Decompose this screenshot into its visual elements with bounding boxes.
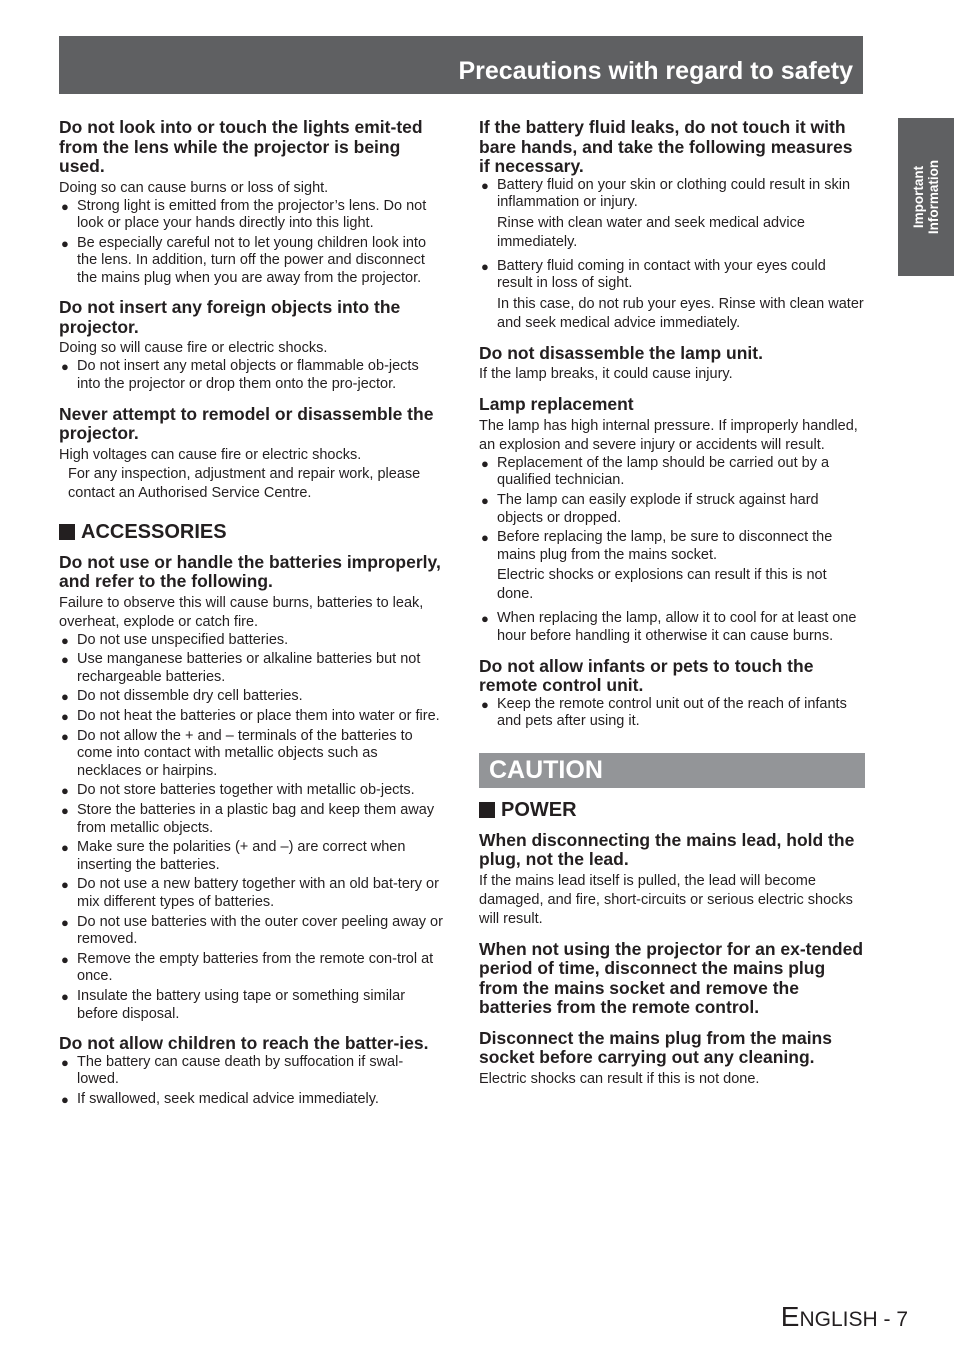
bullet-item: ● Do not allow the + and – terminals of the batteries to come into contact with metallic objects such as necklaces or hairpins. (59, 728, 443, 781)
bullet-text: Battery fluid coming in contact with your eyes could result in loss of sight. (497, 257, 826, 292)
section-heading: Do not allow children to reach the batter-ies. (59, 1033, 429, 1054)
section-intro: Doing so will cause fire or electric shocks. (59, 340, 328, 357)
section-intro: Failure to observe this will cause burns, batteries to leak, overheat, explode or catch fire. (59, 594, 424, 630)
section-children-batteries (59, 1034, 443, 1108)
section-intro: The lamp has high internal pressure. If improperly handled, an explosion and severe injury or accidents will result. (479, 417, 858, 453)
bullet-item: ● Do not store batteries together with metallic ob-jects. (59, 782, 443, 800)
bullet-item: ● Do not use unspecified batteries. (59, 632, 443, 650)
bullet-subtext: Electric shocks or explosions can result if this is not done. (497, 567, 827, 603)
bullet-text: When replacing the lamp, allow it to cool for at least one hour before handling it otherwise it can cause burns. (497, 610, 857, 645)
bullet-item (479, 610, 865, 645)
section-heading: If the battery fluid leaks, do not touch it with bare hands, and take the following measures if necessary. (479, 117, 853, 176)
bullet-item: ● Keep the remote control unit out of the reach of infants and pets after using it. (479, 696, 865, 731)
bullet-subtext: In this case, do not rub your eyes. Rinse with clean water and seek medical advice immediately. (497, 295, 864, 331)
section-lamp-replacement (479, 395, 865, 645)
bullet-item: ● Use manganese batteries or alkaline batteries but not rechargeable batteries. (59, 651, 443, 686)
section-intro: If the mains lead itself is pulled, the lead will become damaged, and fire, short-circuits or serious electric shocks will result. (479, 872, 853, 927)
side-tab-line-1: Important (911, 165, 926, 229)
section-lens-light (59, 118, 443, 287)
bullet-list (479, 177, 865, 333)
bullet-list (479, 455, 865, 646)
section-side-tab (898, 118, 954, 276)
bullet-item: ● Do not heat the batteries or place them into water or fire. (59, 708, 443, 726)
bullet-item (479, 529, 865, 604)
bullet-item (479, 258, 865, 333)
bullet-item: ● Make sure the polarities (+ and –) are correct when inserting the batteries. (59, 839, 443, 874)
section-mains-lead (479, 831, 865, 929)
section-intro: Doing so can cause burns or loss of sight. (59, 179, 329, 196)
bullet-item (479, 177, 865, 252)
category-power (479, 798, 865, 822)
bullet-item: ● Strong light is emitted from the projector’s lens. Do not look or place your hands directly into this light. (59, 198, 443, 233)
square-bullet-icon (59, 524, 75, 540)
bullet-list (59, 1054, 443, 1109)
side-tab-label (911, 122, 941, 272)
section-cleaning (479, 1029, 865, 1089)
section-foreign-objects (59, 298, 443, 393)
bullet-text: Replacement of the lamp should be carried out by a qualified technician. (497, 454, 830, 489)
bullet-item (479, 492, 865, 527)
section-intro: Electric shocks can result if this is not done. (479, 1070, 760, 1087)
bullet-list (59, 632, 443, 1023)
bullet-text: The lamp can easily explode if struck against hard objects or dropped. (497, 492, 819, 526)
bullet-item: ● Do not dissemble dry cell batteries. (59, 688, 443, 706)
section-heading: When not using the projector for an ex-tended period of time, disconnect the mains plug from the mains socket and remove the batteries from the remote control. (479, 938, 864, 1018)
right-column (479, 118, 865, 1089)
bullet-item (479, 455, 865, 490)
bullet-text: Battery fluid on your skin or clothing could result in skin inflammation or injury. (497, 176, 851, 211)
bullet-item: ● If swallowed, seek medical advice immediately. (59, 1091, 443, 1109)
section-heading: Never attempt to remodel or disassemble the projector. (59, 403, 434, 444)
bullet-item: ● Do not use a new battery together with an old bat-tery or mix different types of batteries. (59, 876, 443, 911)
category-label: ACCESSORIES (81, 520, 227, 543)
section-intro: If the lamp breaks, it could cause injury. (479, 366, 733, 383)
bullet-item: ● Do not use batteries with the outer cover peeling away or removed. (59, 914, 443, 949)
section-heading: Do not disassemble the lamp unit. (479, 342, 763, 363)
bullet-item: ● Store the batteries in a plastic bag and keep them away from metallic objects. (59, 802, 443, 837)
section-heading: Do not look into or touch the lights emit-ted from the lens while the projector is being used. (59, 117, 423, 176)
square-bullet-icon (479, 802, 495, 818)
category-accessories (59, 520, 443, 544)
section-heading: Do not allow infants or pets to touch the remote control unit. (479, 655, 814, 696)
bullet-item: ● Do not insert any metal objects or flammable ob-jects into the projector or drop them onto the pro-jector. (59, 358, 443, 393)
header-bar (59, 36, 863, 94)
bullet-list (59, 358, 443, 393)
page-title: Precautions with regard to safety (458, 57, 853, 85)
section-heading: Do not use or handle the batteries improperly, and refer to the following. (59, 551, 441, 592)
side-tab-line-2: Information (926, 159, 941, 235)
section-heading: Lamp replacement (479, 394, 634, 415)
section-intro: High voltages can cause fire or electric shocks. (59, 446, 362, 463)
bullet-item: ● Insulate the battery using tape or something similar before disposal. (59, 988, 443, 1023)
bullet-list (59, 198, 443, 288)
section-extended-period (479, 940, 865, 1018)
section-heading: Do not insert any foreign objects into the projector. (59, 297, 401, 337)
bullet-subtext: Rinse with clean water and seek medical advice immediately. (497, 214, 805, 250)
section-note: For any inspection, adjustment and repair work, please contact an Authorised Service Centre. (68, 465, 421, 501)
bullet-item: ● Be especially careful not to let young children look into the lens. In addition, turn off the power and disconnect the mains plug when you are away from the projector. (59, 235, 443, 288)
section-lamp-disassemble (479, 344, 865, 385)
caution-label: CAUTION (489, 756, 603, 785)
section-heading: When disconnecting the mains lead, hold the plug, not the lead. (479, 829, 855, 870)
bullet-text: Before replacing the lamp, be sure to disconnect the mains plug from the mains socket. (497, 529, 833, 563)
left-column (59, 118, 443, 1110)
bullet-item: ● Remove the empty batteries from the remote con-trol at once. (59, 951, 443, 986)
category-label: POWER (501, 798, 577, 821)
section-infants-pets (479, 657, 865, 731)
page-footer-label: ENGLISH - 7 (780, 1301, 908, 1332)
caution-banner (479, 753, 865, 788)
section-battery-fluid (479, 118, 865, 333)
section-heading: Disconnect the mains plug from the mains socket before carrying out any cleaning. (479, 1027, 832, 1068)
bullet-list (479, 696, 865, 731)
section-remodel (59, 405, 443, 503)
bullet-item: ● The battery can cause death by suffocation if swal-lowed. (59, 1054, 443, 1089)
section-batteries (59, 553, 443, 1023)
